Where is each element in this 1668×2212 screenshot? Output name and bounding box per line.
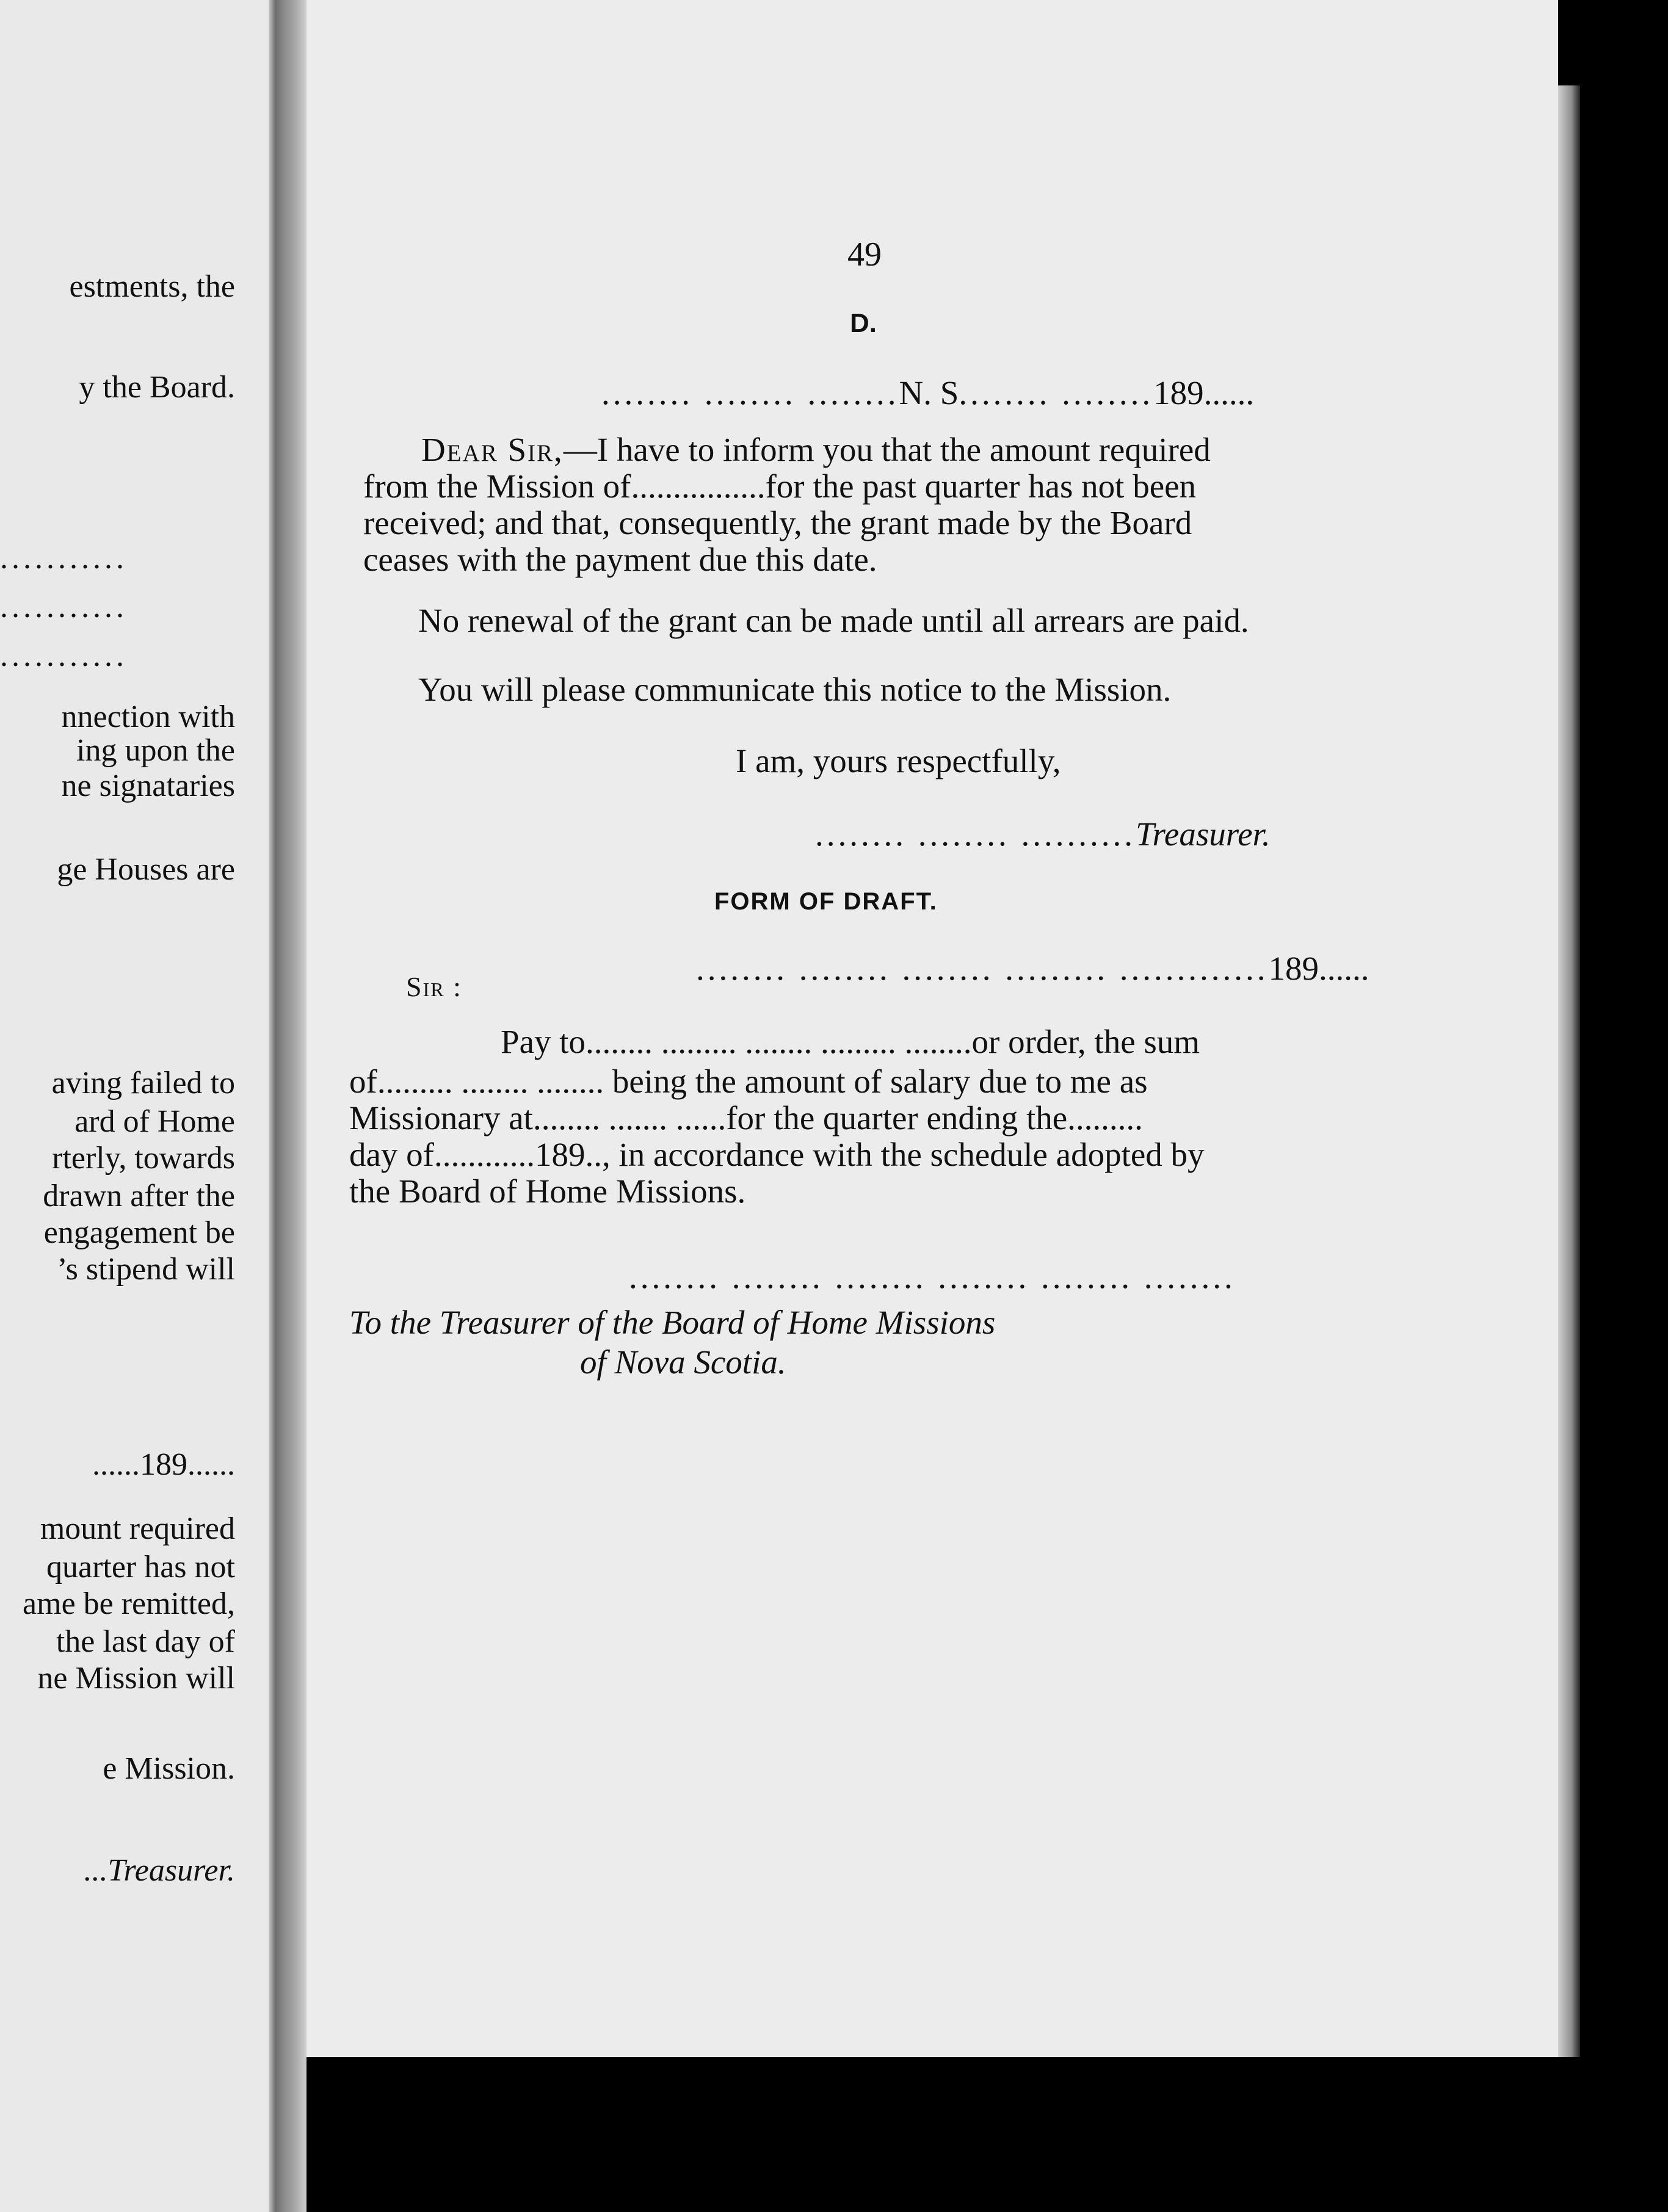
left-line: the last day of [56, 1624, 235, 1659]
draft-line-3: Missionary at........ ....... ......for the quarter ending the......... [349, 1099, 1143, 1137]
left-line: estments, the [69, 269, 235, 304]
notice-signature [815, 815, 1271, 853]
notice-closing: I am, yours respectfully, [736, 742, 1061, 779]
page-edge [1558, 85, 1580, 2057]
left-line: ne Mission will [37, 1661, 235, 1696]
left-line: ......189...... [92, 1447, 235, 1482]
left-line: quarter has not [46, 1550, 235, 1585]
draft-line-2: of......... ........ ........ being the amount of salary due to me as [349, 1063, 1148, 1100]
notice-line-2: from the Mission of................for the past quarter has not been [363, 468, 1197, 505]
draft-line-1: Pay to........ ......... ........ ......... ........or order, the sum [501, 1023, 1200, 1060]
left-line: aving failed to [51, 1066, 235, 1101]
left-line: engagement be [43, 1215, 235, 1250]
right-page-top-edge [306, 0, 1558, 49]
draft-date-dots: ........ ........ ........ ......... ............. [696, 950, 1269, 987]
draft-date-line [696, 949, 1369, 988]
left-line: rterly, towards [52, 1141, 235, 1176]
draft-date-year: 189...... [1268, 950, 1369, 987]
left-line: nnection with [61, 699, 235, 734]
form-heading: FORM OF DRAFT. [714, 888, 938, 915]
left-page [0, 0, 269, 2212]
notice-para-3: You will please communicate this notice to the Mission. [418, 671, 1172, 708]
draft-signature-dots: ........ ........ ........ ........ ........ ........ [629, 1258, 1236, 1295]
address-line-1: To the Treasurer of the Board of Home Missions [349, 1304, 996, 1341]
notice-text: —I have to inform you that the amount required [563, 431, 1211, 468]
left-line: ...Treasurer. [84, 1853, 235, 1888]
left-line: ge Houses are [57, 852, 235, 887]
left-line: drawn after the [43, 1179, 235, 1213]
left-line: ing upon the [76, 733, 235, 768]
notice-line-1 [421, 430, 1211, 469]
left-line: ........... [0, 541, 128, 576]
left-line: ........... [0, 590, 128, 624]
left-line: ame be remitted, [23, 1586, 235, 1621]
left-line: ne signataries [61, 768, 235, 803]
notice-para-2: No renewal of the grant can be made until all arrears are paid. [418, 602, 1249, 639]
signature-dots: ........ ........ .......... [815, 815, 1136, 853]
book-gutter [269, 0, 306, 2212]
draft-line-5: the Board of Home Missions. [349, 1173, 746, 1210]
left-line: ard of Home [74, 1104, 235, 1139]
date-line [601, 374, 1254, 412]
date-place: N. S [899, 374, 959, 411]
address-line-2: of Nova Scotia. [580, 1343, 786, 1381]
signature-title: Treasurer. [1136, 815, 1271, 853]
date-year: 189...... [1153, 374, 1255, 411]
left-line: e Mission. [103, 1751, 235, 1786]
draft-salutation: Sir : [406, 971, 462, 1002]
notice-salutation: Dear Sir, [421, 431, 564, 468]
notice-line-4: ceases with the payment due this date. [363, 541, 877, 578]
page-number: 49 [847, 236, 882, 273]
left-line: ........... [0, 638, 128, 673]
left-line: mount required [40, 1511, 235, 1546]
date-dots: ........ ........ ........ [601, 374, 899, 411]
date-dots: ........ ........ [959, 374, 1154, 411]
left-line: ’s stipend will [57, 1252, 235, 1287]
section-letter: D. [850, 308, 877, 338]
notice-line-3: received; and that, consequently, the grant made by the Board [363, 504, 1192, 541]
left-line: y the Board. [79, 370, 235, 405]
draft-line-4: day of............189.., in accordance with the schedule adopted by [349, 1136, 1205, 1173]
